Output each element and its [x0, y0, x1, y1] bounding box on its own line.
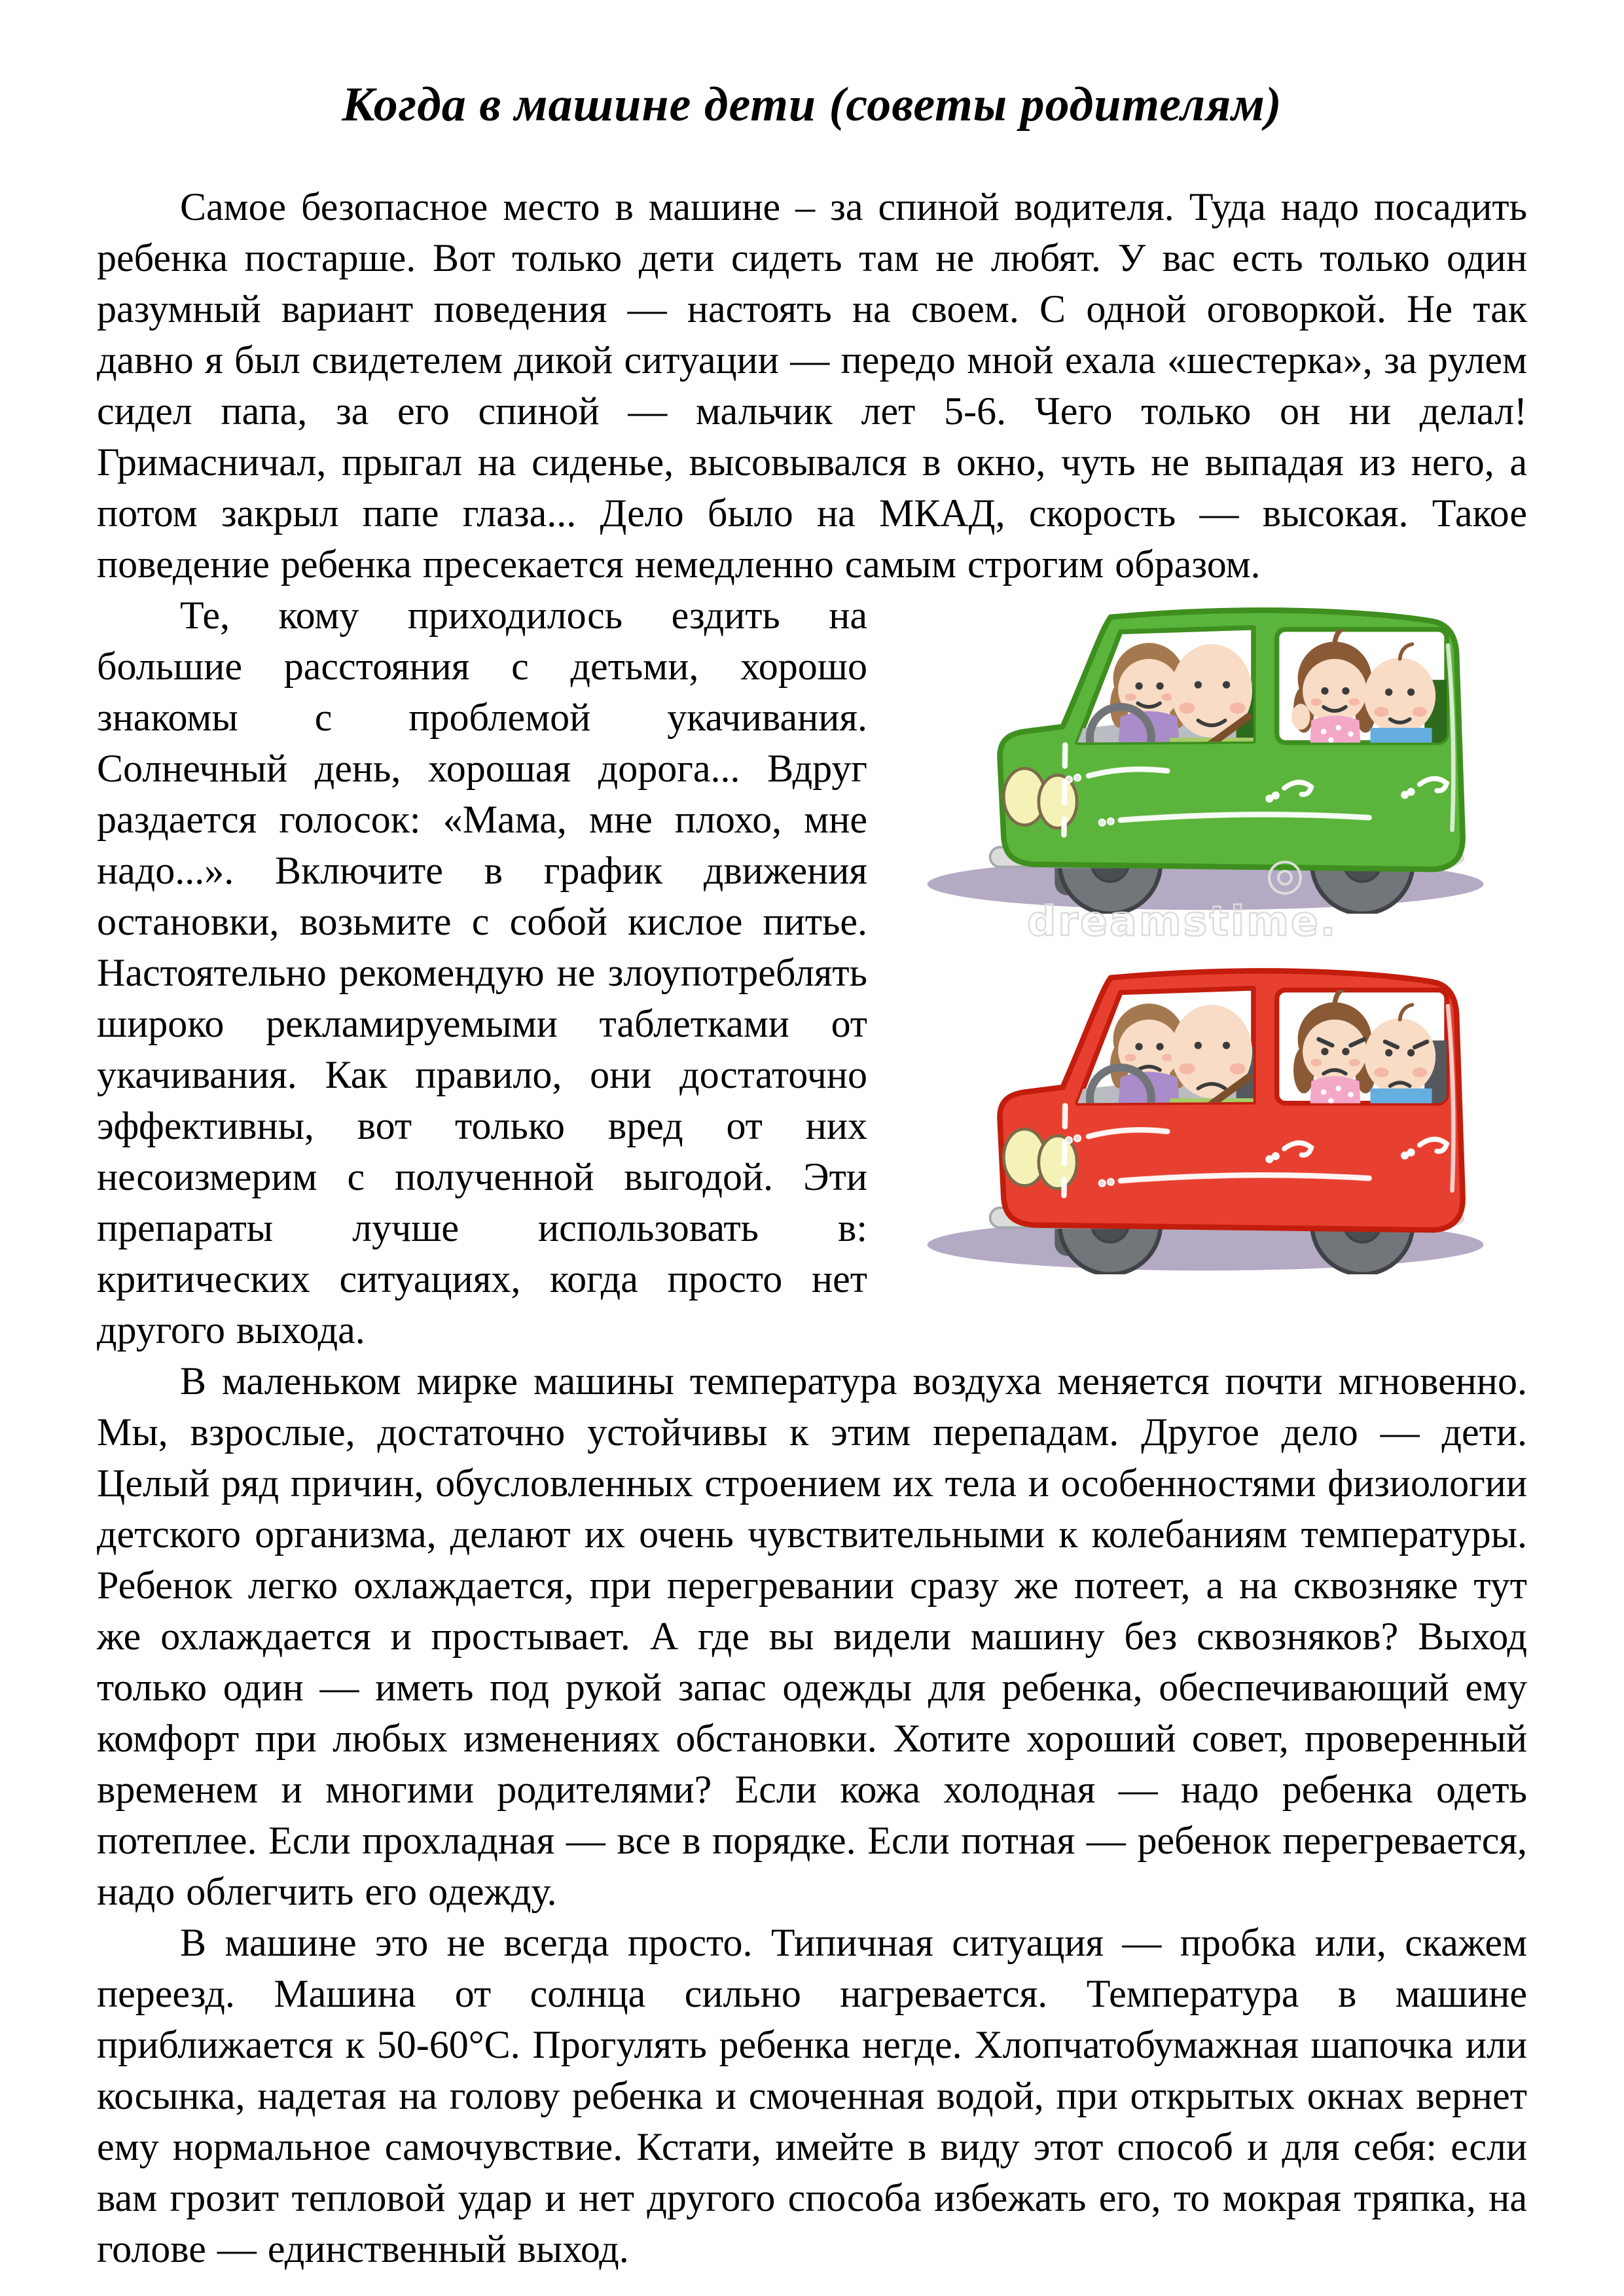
- green-car-happy-family: [904, 594, 1519, 914]
- paragraph-safest-place: Самое безопасное место в машине – за спиной водителя. Туда надо посадить ребенка постарше. Вот только дети сидеть там не любят. У вас есть только один разумный вариант поведения — настоять на своем. С одной оговоркой. Не так давно я был свидетелем дикой ситуации — передо мной ехала «шестерка», за рулем сидел папа, за его спиной — мальчик лет 5-6. Чего только он ни делал! Гримасничал, прыгал на сиденье, высовывался в окно, чуть не выпадая из него, а потом закрыл папе глаза... Дело было на МКАД, скорость — высокая. Такое поведение ребенка пресекается немедленно самым строгим образом.: [97, 185, 1527, 586]
- dreamstime-watermark: dreamstime.: [1027, 897, 1338, 945]
- page-title: Когда в машине дети (советы родителям): [342, 78, 1282, 132]
- cars-illustration: [904, 594, 1527, 1274]
- paragraph-motion-sickness: Те, кому приходилось ездить на большие расстояния с детьми, хорошо знакомы с проблемой укачивания. Солнечный день, хорошая дорога... Вдруг раздается голосок: «Мама, мне плохо, мне надо...». Включите в график движения остановки, возьмите с собой кислое питье. Настоятельно рекомендую не злоупотреблять широко рекламируемыми таблетками от укачивания. Как правило, они достаточно эффективны, вот только вред от них несоизмерим с полученной выгодой. Эти препараты лучше использовать в: критических ситуациях, когда просто нет другого выхода.: [97, 594, 867, 1352]
- red-car-illustration: [904, 954, 1527, 1274]
- red-car-upset-family: [904, 954, 1519, 1274]
- paragraph-heat-advice: В машине это не всегда просто. Типичная ситуация — пробка или, скажем переезд. Машина от солнца сильно нагревается. Температура в машине приближается к 50-60°С. Прогулять ребенка негде. Хлопчатобумажная шапочка или косынка, надетая на голову ребенка и смоченная водой, при открытых окнах вернет ему нормальное самочувствие. Кстати, имейте в виду этот способ и для себя: если вам грозит тепловой удар и нет другого способа избежать его, то мокрая тряпка, на голове — единственный выход.: [97, 1921, 1527, 2270]
- paragraph-temperature: В маленьком мирке машины температура воздуха меняется почти мгновенно. Мы, взрослые, достаточно устойчивы к этим перепадам. Другое дело — дети. Целый ряд причин, обусловленных строением их тела и особенностями физиологии детского организма, делают их очень чувствительными к колебаниям температуры. Ребенок легко охлаждается, при перегревании сразу же потеет, а на сквозняке тут же охлаждается и простывает. А где вы видели машину без сквозняков? Выход только один — иметь под рукой запас одежды для ребенка, обеспечивающий ему комфорт при любых изменениях обстановки. Хотите хороший совет, проверенный временем и многими родителями? Если кожа холодная — надо ребенка одеть потеплее. Если прохладная — все в порядке. Если потная — ребенок перегревается, надо облегчить его одежду.: [97, 1359, 1527, 1913]
- green-car-illustration: [904, 594, 1527, 914]
- watermark-circle-icon: [1268, 861, 1302, 895]
- document-content: [97, 77, 1527, 2274]
